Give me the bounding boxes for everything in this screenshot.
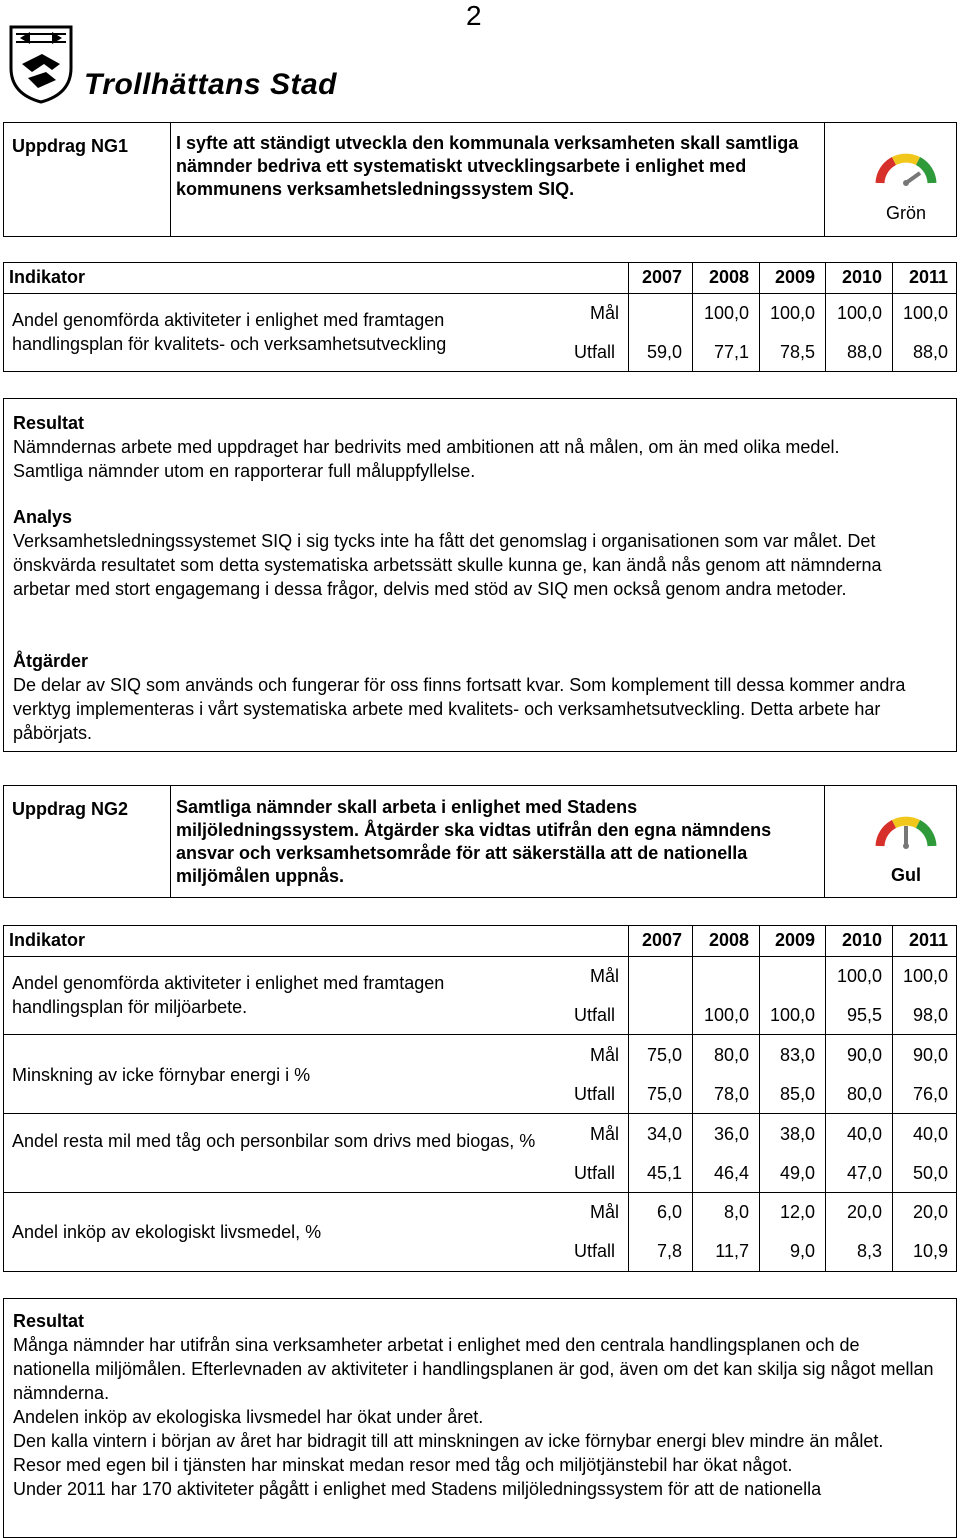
mal-value: 100,0 [902,303,948,323]
utfall-label: Utfall [574,342,616,362]
utfall-label: Utfall [574,1005,616,1025]
mal-value: 20,0 [912,1202,948,1222]
year-header: 2008 [708,930,749,950]
mal-value: 90,0 [846,1045,882,1065]
ng1-indicator-table [3,262,957,372]
resultat-text: Nämndernas arbete med uppdraget har bedrivits med ambitionen att nå målen, om än med olika medel. Samtliga nämnder utom en rapporterar full måluppfyllelse. [13,437,840,481]
utfall-value: 100,0 [769,1005,815,1025]
year-header: 2007 [641,267,682,287]
year-header: 2009 [774,930,815,950]
atgarder-text: De delar av SIQ som används och fungerar för oss finns fortsatt kvar. Som komplement till dessa kommer andra verktyg implementeras i vårt systematiska arbete med kvalitets- och verksamhetsutveckling. Detta arbete har påbörjats. [13,675,906,743]
mal-value: 100,0 [769,303,815,323]
resultat-paragraph: Den kalla vintern i början av året har bidragit till att minskningen av icke förnybar energi blev mindre än målet. [13,1431,884,1451]
utfall-label: Utfall [574,1163,616,1183]
year-header: 2010 [841,930,882,950]
mal-label: Mål [590,1202,620,1222]
ng1-label: Uppdrag NG1 [12,136,129,156]
resultat-heading: Resultat [13,1311,85,1331]
utfall-value: 10,9 [912,1241,948,1261]
mal-label: Mål [590,966,620,986]
indicator-label: Andel resta mil med tåg och personbilar som drivs med biogas, % [12,1131,536,1151]
ng1-header-label: Indikator [9,267,86,287]
mal-value: 100,0 [902,966,948,986]
utfall-value: 11,7 [715,1241,749,1261]
utfall-value: 85,0 [779,1084,815,1104]
analys-heading: Analys [13,507,73,527]
resultat-paragraph: Andelen inköp av ekologiska livsmedel har ökat under året. [13,1407,484,1427]
utfall-value: 50,0 [912,1163,948,1183]
utfall-value: 100,0 [703,1005,749,1025]
ng2-description: Samtliga nämnder skall arbeta i enlighet med Stadens miljöledningssystem. Åtgärder ska vidtas utifrån den egna nämndens ansvar och verksamhetsområde för att säkerställa att de nationella miljömålen uppnås. [176,797,772,886]
year-header: 2008 [708,267,749,287]
ng2-label: Uppdrag NG2 [12,799,129,819]
mal-value: 20,0 [846,1202,882,1222]
utfall-value: 46,4 [713,1163,749,1183]
mal-value: 6,0 [656,1202,682,1222]
ng2-header-label: Indikator [9,930,86,950]
mal-value: 75,0 [646,1045,682,1065]
utfall-value: 95,5 [846,1005,882,1025]
mal-label: Mål [590,1124,620,1144]
mal-value: 36,0 [713,1124,749,1144]
atgarder-heading: Åtgärder [13,651,89,671]
mal-value: 38,0 [779,1124,815,1144]
utfall-value: 7,8 [656,1241,682,1261]
org-name: Trollhättans Stad [84,68,337,101]
page-number: 2 [466,0,482,31]
mal-value: 83,0 [779,1045,815,1065]
ng1-description: I syfte att ständigt utveckla den kommunala verksamheten skall samtliga nämnder bedriva ett systematiskt utvecklingsarbete i enlighet med kommunens verksamhetsledningssystem SIQ. [176,133,799,199]
mal-value: 34,0 [646,1124,682,1144]
gauge-green-icon [874,151,938,187]
year-header: 2009 [774,267,815,287]
indicator-label: Andel inköp av ekologiskt livsmedel, % [12,1222,322,1242]
ng1-header-box [3,122,957,237]
utfall-value: 59,0 [646,342,682,362]
resultat-heading: Resultat [13,413,85,433]
utfall-value: 47,0 [846,1163,882,1183]
resultat-paragraph: Under 2011 har 170 aktiviteter pågått i enlighet med Stadens miljöledningssystem för att de nationella [13,1479,822,1499]
utfall-value: 98,0 [912,1005,948,1025]
utfall-value: 78,0 [713,1084,749,1104]
ng1-status: Grön [885,203,927,223]
indicator-label: Andel genomförda aktiviteter i enlighet med framtagen handlingsplan för miljöarbete. [12,973,445,1017]
utfall-value: 75,0 [646,1084,682,1104]
mal-label: Mål [590,1045,620,1065]
ng1-text-box [3,398,957,752]
mal-value: 100,0 [703,303,749,323]
mal-value: 12,0 [779,1202,815,1222]
resultat-paragraph: Många nämnder har utifrån sina verksamheter arbetat i enlighet med den centrala handlingsplanen och de nationella miljömålen. Efterlevnaden av aktiviteter i handlingsplanen är god, även om det kan skilja sig något mellan nämnderna. [13,1335,934,1403]
utfall-value: 78,5 [779,342,815,362]
utfall-value: 49,0 [779,1163,815,1183]
year-header: 2010 [841,267,882,287]
resultat-paragraph: Resor med egen bil i tjänsten har minskat medan resor med tåg och miljötjänstebil har ökat något. [13,1455,793,1475]
mal-value: 100,0 [836,303,882,323]
analys-text: Verksamhetsledningssystemet SIQ i sig tycks inte ha fått det genomslag i organisationen som var målet. Det önskvärda resultatet som detta systematiska arbetssätt skulle kunna ge, kan ändå nås genom att nämnderna arbetar med stort engagemang i dessa frågor, delvis med stöd av SIQ men också genom andra metoder. [13,531,882,599]
org-logo [8,24,338,104]
mal-value: 80,0 [713,1045,749,1065]
utfall-label: Utfall [574,1241,616,1261]
utfall-value: 8,3 [856,1241,882,1261]
year-header: 2007 [641,930,682,950]
mal-value: 100,0 [836,966,882,986]
utfall-value: 76,0 [912,1084,948,1104]
resultat-paragraphs [13,1333,938,1501]
mal-value: 90,0 [912,1045,948,1065]
mal-label: Mål [590,303,620,323]
indicator-label: Andel genomförda aktiviteter i enlighet med framtagen handlingsplan för kvalitets- och verksamhetsutveckling [12,310,447,354]
utfall-value: 88,0 [846,342,882,362]
ng2-status: Gul [891,865,921,885]
coat-of-arms-icon [8,24,74,104]
utfall-value: 45,1 [646,1163,682,1183]
mal-value: 8,0 [723,1202,749,1222]
utfall-label: Utfall [574,1084,616,1104]
utfall-value: 88,0 [912,342,948,362]
mal-value: 40,0 [912,1124,948,1144]
ng2-text-box [3,1298,957,1538]
utfall-value: 80,0 [846,1084,882,1104]
mal-value: 40,0 [846,1124,882,1144]
indicator-label: Minskning av icke förnybar energi i % [12,1065,311,1085]
year-header: 2011 [908,267,948,287]
utfall-value: 77,1 [713,342,749,362]
utfall-value: 9,0 [789,1241,815,1261]
gauge-yellow-icon [874,814,938,850]
ng2-header-box [3,785,957,898]
year-header: 2011 [908,930,948,950]
ng2-indicator-table [3,925,957,1272]
